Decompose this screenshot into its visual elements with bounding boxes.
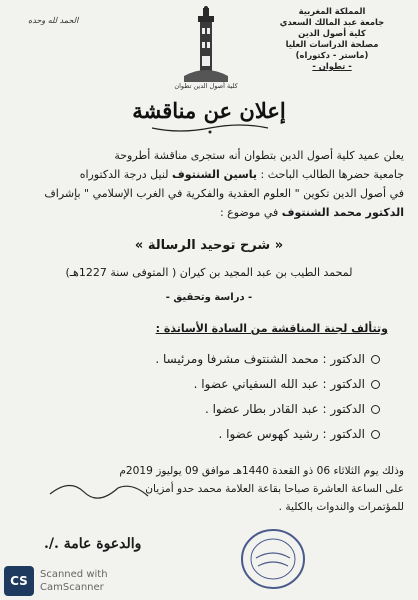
announcement-line [12,203,404,222]
thesis-author: لمحمد الطيب بن عبد المجيد بن كيران ( المتوفى سنة 1227هـ) [65,266,353,279]
member-label: الدكتور : رشيد كهوس عضوا . [218,427,365,441]
institution-line: مصلحة الدراسات العليا [285,39,379,49]
announcement-line: في أصول الدين تكوين " العلوم العقدية والفكرية في الغرب الإسلامي " بإشراف [44,187,404,200]
institution-line: (ماستر - دكتوراه) [295,50,369,60]
member-label: الدكتور : محمد الشنتوف مشرفا ومرئيسا . [155,352,365,366]
bullet-icon [371,355,380,364]
committee-heading: وتتألف لجنة المناقشة من السادة الأساتذة : [155,322,388,335]
page-title: إعلان عن مناقشة [132,98,286,123]
announcement-line [12,165,404,184]
institution-line: كلية أصول الدين [298,28,366,38]
faculty-logo-icon [178,6,234,90]
bullet-icon [371,430,380,439]
thesis-study-type: - دراسة وتحقيق - [165,292,253,303]
announcement-line: يعلن عميد كلية أصول الدين بتطوان أنه ستجرى مناقشة أطروحة [114,149,404,162]
committee-member [155,352,380,366]
announcement-text: لنيل درجة الدكتوراه [79,168,173,181]
member-label: الدكتور : عبد الله السفياني عضوا . [193,377,365,391]
scanner-watermark [40,568,108,594]
invitation-note: والدعوة عامة ./. [44,536,142,552]
basmala: الحمد لله وحده [28,16,79,25]
student-name: ياسين الشنتوف [172,168,258,181]
bullet-icon [371,380,380,389]
institution-line: المملكة المغربية [298,6,366,16]
institution-header [262,6,402,72]
institution-line: جامعة عبد المالك السعدي [279,17,385,27]
member-label: الدكتور : عبد القادر بطار عضوا . [204,402,365,416]
announcement-text: جامعية حضرها الطالب الباحث : [257,168,404,181]
camscanner-logo-icon: CS [4,566,34,596]
schedule-line: على الساعة العاشرة صباحا بقاعة العلامة محمد حدو أمزيان [145,483,404,495]
committee-member [194,377,380,391]
schedule-line: وذلك يوم الثلاثاء 06 ذو القعدة 1440هـ موافق 09 يوليوز 2019م [119,465,404,477]
schedule-line: للمؤتمرات والندوات بالكلية . [278,501,404,513]
bullet-icon [371,405,380,414]
announcement-paragraph [12,146,404,222]
supervisor-name: الدكتور محمد الشنتوف [281,206,404,219]
signature-icon [40,470,160,510]
announcement-text: في موضوع : [219,206,282,219]
thesis-title: « شرح توحيد الرسالة » [134,238,284,253]
scanner-line: CamScanner [40,582,104,593]
committee-member [205,402,380,416]
committee-member [218,427,380,441]
official-stamp-icon [240,528,306,590]
scanner-line: Scanned with [40,569,108,580]
logo-caption: كلية أصول الدين تطوان [174,82,238,90]
institution-line: - تطوان - [312,61,352,71]
title-underline-ornament [150,122,270,136]
